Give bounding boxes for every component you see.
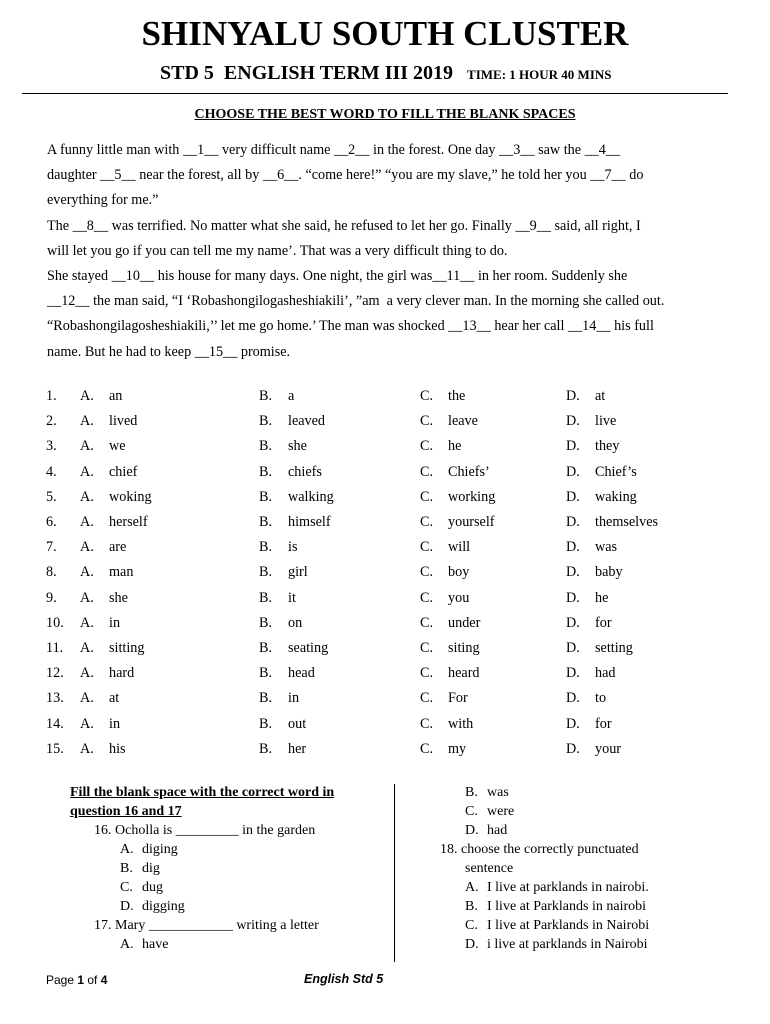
question-18: 18. choose the correctly punctuated xyxy=(440,842,639,857)
option-a: an xyxy=(109,388,123,405)
option-b: chiefs xyxy=(288,463,322,480)
option-label: D. xyxy=(566,614,580,631)
option-label: D. xyxy=(566,715,580,732)
option-label: A. xyxy=(80,614,94,631)
header-divider xyxy=(22,93,728,94)
option-c: yourself xyxy=(448,514,495,531)
option-label: C. xyxy=(420,564,434,581)
option-16b: B. dig xyxy=(120,861,160,876)
question-number: 3. xyxy=(46,438,57,455)
column-divider xyxy=(394,784,395,962)
option-a: herself xyxy=(109,514,148,531)
option-label: B. xyxy=(259,589,273,606)
question-row xyxy=(46,661,685,686)
option-label: A. xyxy=(80,665,94,682)
passage-line: A funny little man with __1__ very difficult name __2__ in the forest. One day __3__ saw the __4__ xyxy=(47,142,621,158)
option-label: B. xyxy=(259,614,273,631)
section2-right-column xyxy=(440,783,740,954)
option-b: girl xyxy=(288,564,308,581)
option-label: A. xyxy=(80,438,94,455)
option-17c: C. were xyxy=(465,804,515,819)
option-label: B. xyxy=(259,463,273,480)
option-b: on xyxy=(288,614,303,631)
option-label: B. xyxy=(259,740,273,757)
option-label: C. xyxy=(420,388,434,405)
option-c: Chiefs’ xyxy=(448,463,490,480)
option-a: in xyxy=(109,715,121,732)
passage-line: name. But he had to keep __15__ promise. xyxy=(47,343,291,360)
passage-line: will let you go if you can tell me my name’. That was a very difficult thing to do. xyxy=(47,242,508,259)
question-row xyxy=(46,586,685,611)
option-label: D. xyxy=(566,639,580,656)
passage-line: daughter __5__ near the forest, all by __6__. “come here!” “you are my slave,” he told her you __7__ do xyxy=(47,167,644,184)
options-table xyxy=(46,384,685,762)
option-c: the xyxy=(448,388,466,405)
page-title: SHINYALU SOUTH CLUSTER xyxy=(141,14,629,53)
question-number: 14. xyxy=(46,715,64,732)
option-label: C. xyxy=(420,438,434,455)
question-row xyxy=(46,711,685,736)
option-label: B. xyxy=(259,564,273,581)
option-16d: D. digging xyxy=(120,899,185,914)
option-d: Chief’s xyxy=(595,463,637,480)
option-label: B. xyxy=(259,539,273,556)
option-d: was xyxy=(595,539,618,556)
passage-line: everything for me.” xyxy=(47,192,159,209)
option-label: B. xyxy=(259,388,273,405)
option-a: lived xyxy=(109,413,138,430)
option-b: head xyxy=(288,665,315,682)
option-label: B. xyxy=(259,665,273,682)
option-b: out xyxy=(288,715,307,732)
option-label: C. xyxy=(420,539,434,556)
option-b: it xyxy=(288,589,296,606)
passage-line: __12__ the man said, “I ‘Robashongilogasheshiakili’, ”am a very clever man. In the morning she called out. xyxy=(47,293,665,310)
option-label: A. xyxy=(80,539,94,556)
option-c: he xyxy=(448,438,462,455)
question-number: 9. xyxy=(46,589,57,606)
option-label: D. xyxy=(566,539,580,556)
option-c: For xyxy=(448,690,468,707)
option-label: C. xyxy=(420,488,434,505)
option-label: B. xyxy=(259,514,273,531)
option-c: you xyxy=(448,589,470,606)
question-row xyxy=(46,434,685,459)
question-row xyxy=(46,535,685,560)
question-16: 16. Ocholla is _________ in the garden xyxy=(94,823,316,838)
option-label: D. xyxy=(566,690,580,707)
option-b: walking xyxy=(288,488,334,505)
question-number: 6. xyxy=(46,514,57,531)
option-d: live xyxy=(595,413,617,430)
option-label: A. xyxy=(80,488,94,505)
subtitle-text: STD 5 ENGLISH TERM III 2019 xyxy=(160,62,454,84)
option-d: to xyxy=(595,690,607,707)
option-c: siting xyxy=(448,639,480,656)
option-label: D. xyxy=(566,740,580,757)
exam-subtitle xyxy=(160,62,612,85)
option-label: A. xyxy=(80,589,94,606)
option-c: under xyxy=(448,614,481,631)
option-label: A. xyxy=(80,715,94,732)
option-d: setting xyxy=(595,639,633,656)
option-a: woking xyxy=(109,488,152,505)
option-label: D. xyxy=(566,564,580,581)
option-d: baby xyxy=(595,564,623,581)
option-a: chief xyxy=(109,463,138,480)
option-c: my xyxy=(448,740,467,757)
option-b: in xyxy=(288,690,300,707)
option-a: we xyxy=(109,438,126,455)
option-label: D. xyxy=(566,463,580,480)
option-c: heard xyxy=(448,665,480,682)
passage-line: “Robashongilagosheshiakili,’’ let me go home.’ The man was shocked __13__ hear her call __14__ his full xyxy=(47,318,654,335)
option-label: D. xyxy=(566,665,580,682)
question-18-cont: sentence xyxy=(465,861,514,876)
section1-instruction: CHOOSE THE BEST WORD TO FILL THE BLANK SPACES xyxy=(194,107,576,122)
option-c: leave xyxy=(448,413,478,430)
question-number: 4. xyxy=(46,463,57,480)
question-row xyxy=(46,409,685,434)
option-label: A. xyxy=(80,639,94,656)
option-label: C. xyxy=(420,690,434,707)
option-18d: D. i live at parklands in Nairobi xyxy=(465,937,648,952)
option-17d: D. had xyxy=(465,823,508,838)
option-16c: C. dug xyxy=(120,880,163,895)
option-label: B. xyxy=(259,488,273,505)
option-label: C. xyxy=(420,514,434,531)
section2-instruction: Fill the blank space with the correct word in xyxy=(70,785,335,800)
question-row xyxy=(46,737,685,762)
option-16a: A. diging xyxy=(120,842,178,857)
question-number: 13. xyxy=(46,690,64,707)
question-number: 5. xyxy=(46,488,57,505)
option-label: C. xyxy=(420,665,434,682)
option-c: with xyxy=(448,715,474,732)
passage-line: The __8__ was terrified. No matter what she said, he refused to let her go. Finally __9__ said, all right, I xyxy=(47,217,641,234)
option-label: A. xyxy=(80,690,94,707)
option-label: B. xyxy=(259,438,273,455)
question-number: 1. xyxy=(46,388,57,405)
question-number: 10. xyxy=(46,614,64,631)
option-label: B. xyxy=(259,715,273,732)
option-b: she xyxy=(288,438,307,455)
option-label: C. xyxy=(420,463,434,480)
option-b: seating xyxy=(288,639,329,656)
question-row xyxy=(46,611,685,636)
option-d: he xyxy=(595,589,609,606)
question-number: 2. xyxy=(46,413,57,430)
cloze-passage xyxy=(47,138,732,365)
option-label: D. xyxy=(566,488,580,505)
section2-instruction-cont: question 16 and 17 xyxy=(70,804,182,819)
question-row xyxy=(46,460,685,485)
option-label: D. xyxy=(566,438,580,455)
option-a: are xyxy=(109,539,127,556)
option-label: D. xyxy=(566,589,580,606)
question-row xyxy=(46,636,685,661)
question-row xyxy=(46,560,685,585)
option-label: A. xyxy=(80,564,94,581)
option-label: A. xyxy=(80,463,94,480)
passage-line: She stayed __10__ his house for many days. One night, the girl was__11__ in her room. Suddenly she xyxy=(47,268,628,285)
option-label: D. xyxy=(566,413,580,430)
option-label: C. xyxy=(420,715,434,732)
option-label: C. xyxy=(420,740,434,757)
option-label: A. xyxy=(80,388,94,405)
option-d: at xyxy=(595,388,606,405)
option-label: D. xyxy=(566,514,580,531)
question-17: 17. Mary ____________ writing a letter xyxy=(94,918,319,933)
option-a: sitting xyxy=(109,639,145,656)
option-label: B. xyxy=(259,639,273,656)
option-a: his xyxy=(109,740,126,757)
option-17b: B. was xyxy=(465,785,509,800)
option-a: man xyxy=(109,564,134,581)
option-a: in xyxy=(109,614,121,631)
option-label: C. xyxy=(420,614,434,631)
option-b: is xyxy=(288,539,298,556)
option-label: C. xyxy=(420,639,434,656)
option-label: D. xyxy=(566,388,580,405)
option-d: your xyxy=(595,740,622,757)
option-c: will xyxy=(448,539,471,556)
question-row xyxy=(46,510,685,535)
option-label: A. xyxy=(80,514,94,531)
question-number: 7. xyxy=(46,539,57,556)
option-d: for xyxy=(595,614,612,631)
option-a: hard xyxy=(109,665,135,682)
option-18c: C. I live at Parklands in Nairobi xyxy=(465,918,650,933)
option-a: she xyxy=(109,589,128,606)
question-number: 15. xyxy=(46,740,64,757)
option-d: had xyxy=(595,665,616,682)
option-label: C. xyxy=(420,589,434,606)
option-c: boy xyxy=(448,564,470,581)
time-allowed: TIME: 1 HOUR 40 MINS xyxy=(467,67,612,82)
option-label: A. xyxy=(80,740,94,757)
option-label: B. xyxy=(259,690,273,707)
option-b: himself xyxy=(288,514,331,531)
question-number: 8. xyxy=(46,564,57,581)
page-number: Page 1 of 4 xyxy=(46,973,108,987)
option-d: for xyxy=(595,715,612,732)
option-18b: B. I live at Parklands in nairobi xyxy=(465,899,647,914)
option-label: B. xyxy=(259,413,273,430)
option-d: they xyxy=(595,438,620,455)
section2-left-column xyxy=(70,783,380,954)
option-b: her xyxy=(288,740,307,757)
footer-subject: English Std 5 xyxy=(304,972,384,986)
option-d: waking xyxy=(595,488,637,505)
question-row xyxy=(46,384,685,409)
option-17a: A. have xyxy=(120,937,169,952)
option-b: a xyxy=(288,388,295,405)
option-label: A. xyxy=(80,413,94,430)
option-b: leaved xyxy=(288,413,326,430)
question-row xyxy=(46,485,685,510)
option-18a: A. I live at parklands in nairobi. xyxy=(465,880,649,895)
option-c: working xyxy=(448,488,496,505)
option-label: C. xyxy=(420,413,434,430)
question-number: 11. xyxy=(46,639,64,656)
question-row xyxy=(46,686,685,711)
option-a: at xyxy=(109,690,120,707)
question-number: 12. xyxy=(46,665,64,682)
option-d: themselves xyxy=(595,514,659,531)
